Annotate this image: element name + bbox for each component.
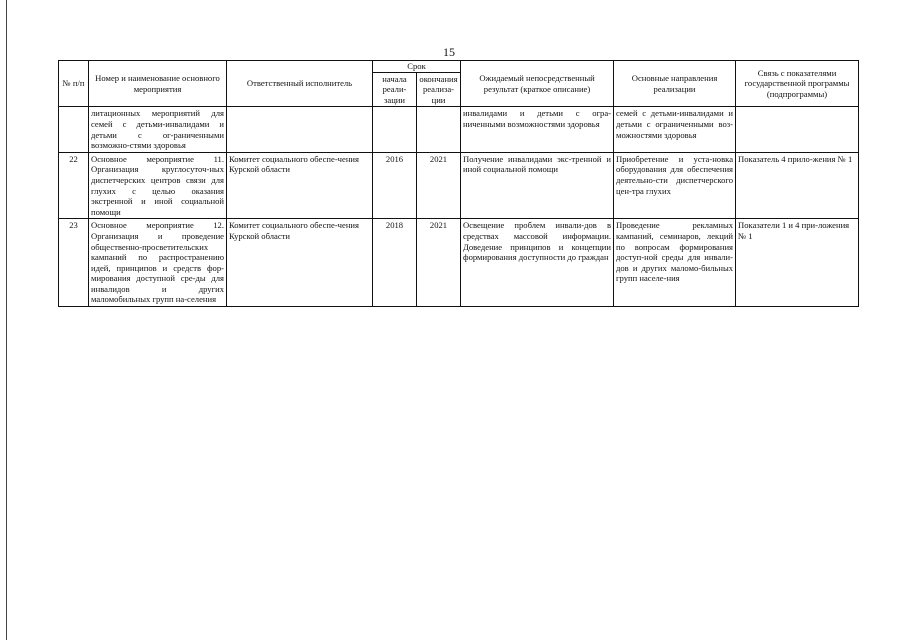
cell-directions: Проведение рекламных кампаний, семинаров, лекций по вопросам формирования доступ-ной среды для инвали-дов и других маломо-бильных групп населе-ния bbox=[614, 219, 736, 307]
cell-end bbox=[417, 107, 461, 152]
header-link: Связь с показателями государственной программы (подпрограммы) bbox=[736, 61, 859, 107]
header-end: окончания реализа-ции bbox=[417, 72, 461, 107]
cell-result: инвалидами и детьми с огра-ниченными возможностями здоровья bbox=[461, 107, 614, 152]
header-executor: Ответственный исполнитель bbox=[227, 61, 373, 107]
header-result: Ожидаемый непосредственный результат (краткое описание) bbox=[461, 61, 614, 107]
cell-result: Получение инвалидами экс-тренной и иной социальной помощи bbox=[461, 152, 614, 219]
cell-start: 2016 bbox=[373, 152, 417, 219]
table-row-22 bbox=[59, 152, 859, 219]
cell-start: 2018 bbox=[373, 219, 417, 307]
cell-name: литационных мероприятий для семей с детьми-инвалидами и детьми с ог-раниченными возможно-стями здоровья bbox=[89, 107, 227, 152]
table-row-23 bbox=[59, 219, 859, 307]
cell-no: 22 bbox=[59, 152, 89, 219]
cell-name: Основное мероприятие 11. Организация круглосуточ-ных диспетчерских центров связи для глухих с целью оказания экстренной и иной социальной помощи bbox=[89, 152, 227, 219]
header-row bbox=[59, 61, 859, 73]
cell-end: 2021 bbox=[417, 152, 461, 219]
header-start: начала реали-зации bbox=[373, 72, 417, 107]
cell-directions: Приобретение и уста-новка оборудования для обеспечения деятельно-сти диспетчерского цен-тра глухих bbox=[614, 152, 736, 219]
program-activities-table bbox=[58, 60, 859, 307]
cell-no: 23 bbox=[59, 219, 89, 307]
cell-start bbox=[373, 107, 417, 152]
header-directions: Основные направления реализации bbox=[614, 61, 736, 107]
cell-directions: семей с детьми-инвалидами и детьми с ограниченными воз-можностями здоровья bbox=[614, 107, 736, 152]
cell-executor: Комитет социального обеспе-чения Курской области bbox=[227, 219, 373, 307]
table-row-continuation bbox=[59, 107, 859, 152]
cell-result: Освещение проблем инвали-дов в средствах массовой информации. Доведение принципов и концепции формирования доступности до граждан bbox=[461, 219, 614, 307]
cell-no bbox=[59, 107, 89, 152]
cell-link: Показатели 1 и 4 при-ложения № 1 bbox=[736, 219, 859, 307]
cell-link: Показатель 4 прило-жения № 1 bbox=[736, 152, 859, 219]
cell-executor: Комитет социального обеспе-чения Курской области bbox=[227, 152, 373, 219]
page-number: 15 bbox=[443, 45, 455, 59]
cell-link bbox=[736, 107, 859, 152]
cell-executor bbox=[227, 107, 373, 152]
header-term: Срок bbox=[373, 61, 461, 73]
header-no: № п/п bbox=[59, 61, 89, 107]
left-margin-line bbox=[6, 0, 7, 640]
cell-end: 2021 bbox=[417, 219, 461, 307]
header-name: Номер и наименование основного мероприятия bbox=[89, 61, 227, 107]
cell-name: Основное мероприятие 12. Организация и проведение общественно-просветительских кампаний по распространению идей, принципов и средств фор-мирования доступной сре-ды для инвалидов и других маломобильных групп на-селения bbox=[89, 219, 227, 307]
